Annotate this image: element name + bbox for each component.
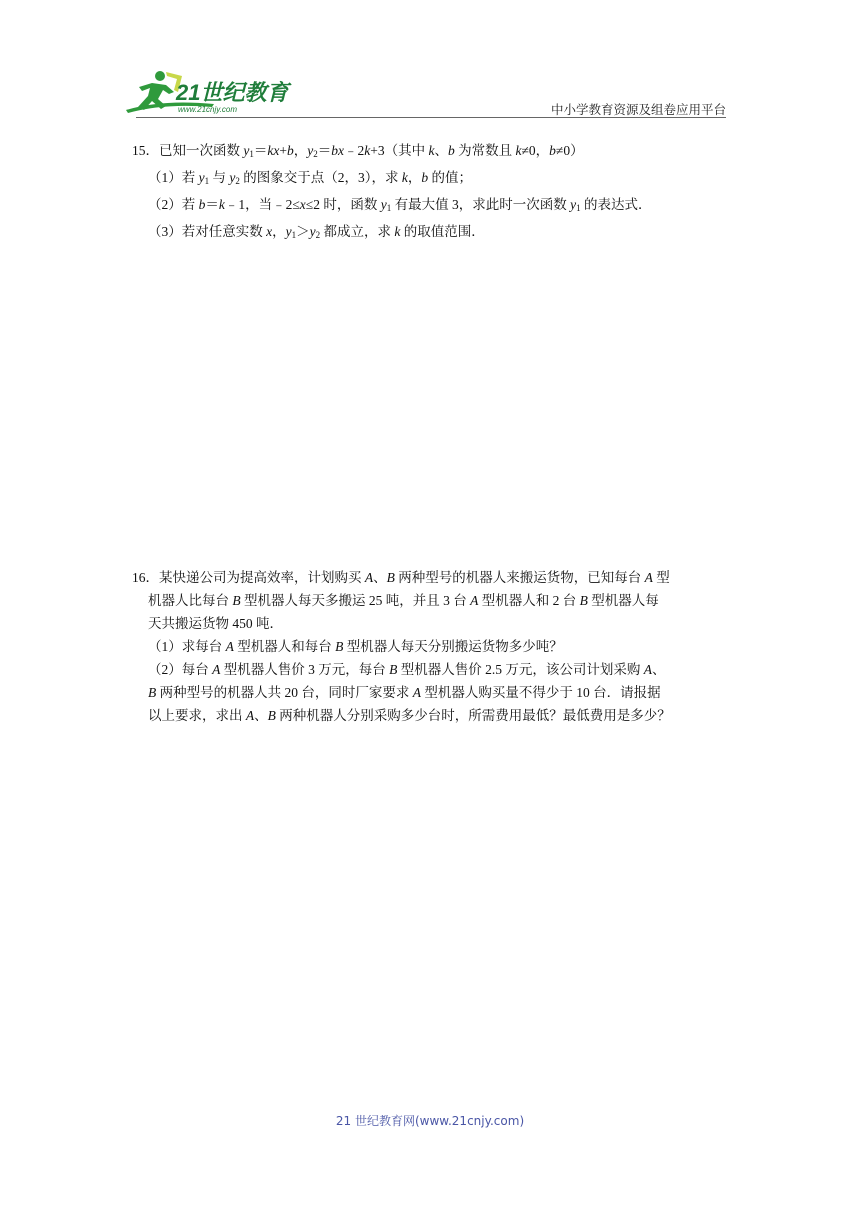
q16-part-1: （1）求每台 A 型机器人和每台 B 型机器人每天分别搬运货物多少吨？ xyxy=(148,639,563,654)
q16-part-2-line-3: 以上要求，求出 A、B 两种机器人分别采购多少台时，所需费用最低？最低费用是多少？ xyxy=(148,708,671,723)
svg-text:21世纪教育: 21世纪教育 xyxy=(176,80,289,105)
site-logo xyxy=(122,66,292,116)
q16-part-2-line-1: （2）每台 A 型机器人售价 3 万元，每台 B 型机器人售价 2.5 万元，该公司计划采购 A、 xyxy=(148,662,666,677)
question-15 xyxy=(132,139,732,247)
page-header xyxy=(0,0,860,122)
page-footer: 21 世纪教育网(www.21cnjy.com) xyxy=(335,1114,525,1128)
q15-part-1: （1）若 $y_1$ 与 $y_2$ 的图象交于点（2，3），求 k，b 的值； xyxy=(148,170,472,186)
q16-part-2-line-2: B 两种型号的机器人共 20 台，同时厂家要求 A 型机器人购买量不得少于 10 台．请报据 xyxy=(148,685,661,700)
q16-stem-line-3: 天共搬运货物 450 吨． xyxy=(148,616,283,631)
q15-part-2: （2）若 b＝k﹣1，当﹣2≤x≤2 时，函数 $y_1$ 有最大值 3，求此时一次函数 $y_1$ 的表达式． xyxy=(148,197,652,213)
question-16 xyxy=(132,566,732,727)
header-platform-text: 中小学教育资源及组卷应用平台 xyxy=(550,102,726,117)
q15-stem: 15．已知一次函数 $y_1=kx+b$，$y_2=bx﹣2k+3$（其中 k、b 为常数且 k≠0，b≠0） xyxy=(132,143,584,159)
q15-part-3: （3）若对任意实数 x，$y_1>y_2$ 都成立，求 k 的取值范围． xyxy=(148,224,485,240)
header-divider xyxy=(136,117,726,118)
svg-text:www.21cnjy.com: www.21cnjy.com xyxy=(178,105,237,114)
q16-stem-line-1: 16．某快递公司为提高效率，计划购买 A、B 两种型号的机器人来搬运货物，已知每台 A 型 xyxy=(132,570,670,585)
q16-stem-line-2: 机器人比每台 B 型机器人每天多搬运 25 吨，并且 3 台 A 型机器人和 2 台 B 型机器人每 xyxy=(148,593,659,608)
